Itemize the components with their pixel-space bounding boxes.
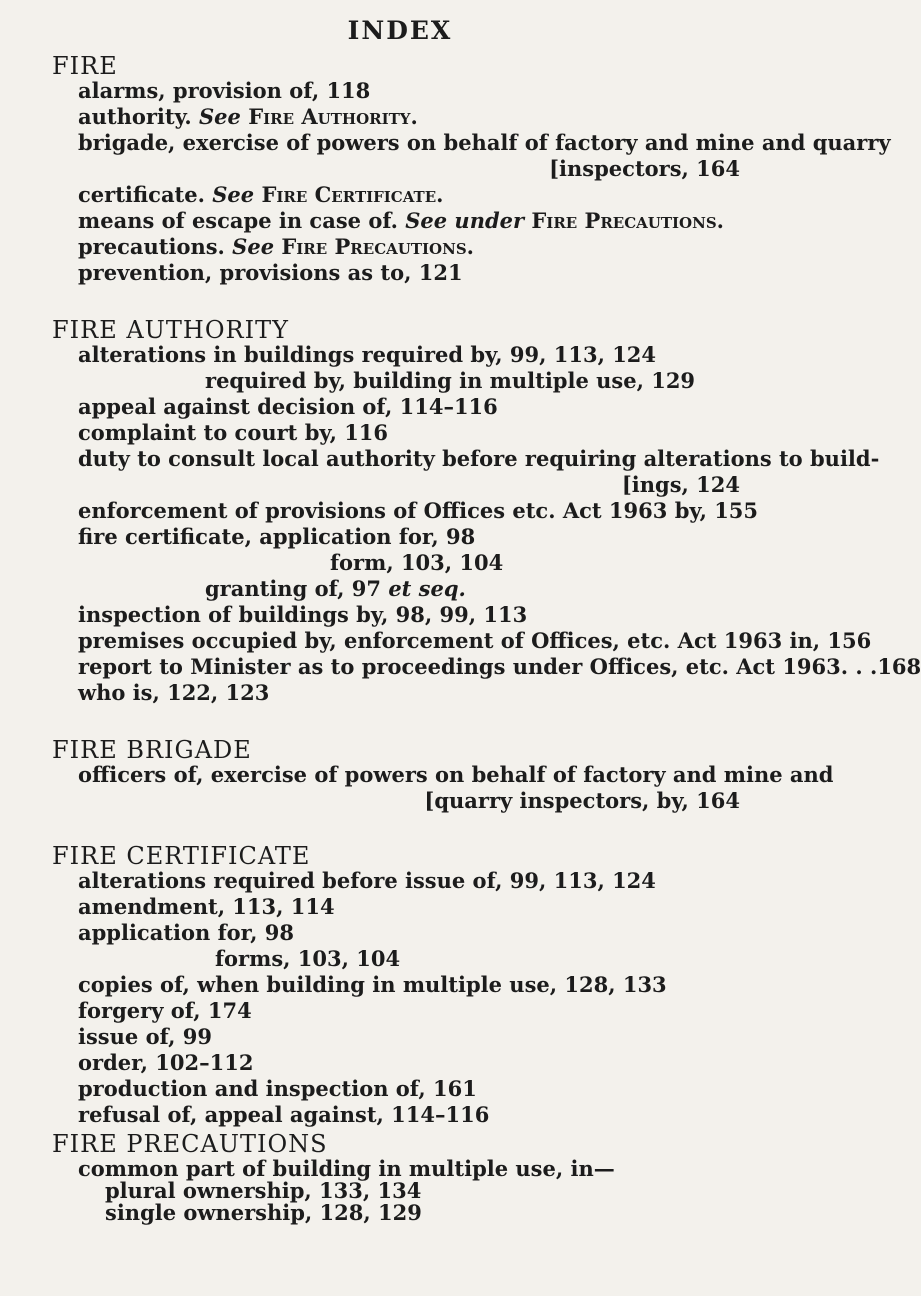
subentry: order, 102–112 <box>78 1050 254 1075</box>
running-head: INDEX <box>347 16 453 45</box>
subentry <box>78 234 474 260</box>
subentry: common part of building in multiple use, in— <box>78 1156 615 1181</box>
subentry: premises occupied by, enforcement of Offices, etc. Act 1963 in, 156 <box>78 628 872 653</box>
subentry: refusal of, appeal against, 114–116 <box>78 1102 490 1127</box>
continuation-line: [ings, 124 <box>621 472 740 497</box>
cross-reference: Fire Authority. <box>248 104 418 129</box>
subentry: duty to consult local authority before requiring alterations to build- <box>78 446 880 471</box>
subentry <box>205 576 466 602</box>
subentry: single ownership, 128, 129 <box>105 1200 422 1225</box>
subentry: enforcement of provisions of Offices etc. Act 1963 by, 155 <box>78 498 759 523</box>
subentry: prevention, provisions as to, 121 <box>78 260 463 285</box>
subentry-text: means of escape in case of. <box>78 208 398 233</box>
subentry: officers of, exercise of powers on behalf of factory and mine and <box>78 762 834 787</box>
see-reference: See under <box>405 208 525 233</box>
subentry <box>78 104 418 130</box>
entry-heading: FIRE <box>52 52 118 80</box>
subentry-text: authority. <box>78 104 192 129</box>
entry-heading: FIRE AUTHORITY <box>52 316 289 344</box>
subentry: plural ownership, 133, 134 <box>105 1178 422 1203</box>
subentry: alarms, provision of, 118 <box>78 78 371 103</box>
continuation-line: [inspectors, 164 <box>549 156 740 181</box>
subentry: form, 103, 104 <box>330 550 504 575</box>
subentry: production and inspection of, 161 <box>78 1076 477 1101</box>
subentry: complaint to court by, 116 <box>78 420 389 445</box>
subentry: copies of, when building in multiple use, 128, 133 <box>78 972 667 997</box>
subentry: inspection of buildings by, 98, 99, 113 <box>78 602 528 627</box>
subentry: required by, building in multiple use, 129 <box>205 368 696 393</box>
entry-heading: FIRE PRECAUTIONS <box>52 1130 328 1158</box>
subentry: forms, 103, 104 <box>215 946 401 971</box>
see-reference: See <box>232 234 275 259</box>
subentry: issue of, 99 <box>78 1024 212 1049</box>
subentry-text: certificate. <box>78 182 205 207</box>
entry-heading: FIRE CERTIFICATE <box>52 842 311 870</box>
subentry: appeal against decision of, 114–116 <box>78 394 498 419</box>
cross-reference: Fire Precautions. <box>531 208 724 233</box>
continuation-line: [quarry inspectors, by, 164 <box>424 788 740 813</box>
subentry: amendment, 113, 114 <box>78 894 335 919</box>
subentry: fire certificate, application for, 98 <box>78 524 476 549</box>
subentry <box>78 182 443 208</box>
subentry-text: granting of, 97 <box>205 576 381 601</box>
subentry: who is, 122, 123 <box>78 680 270 705</box>
entry-heading: FIRE BRIGADE <box>52 736 252 764</box>
et-seq-reference: et seq. <box>388 576 466 601</box>
subentry-text: precautions. <box>78 234 225 259</box>
subentry: alterations required before issue of, 99, 113, 124 <box>78 868 656 893</box>
subentry: alterations in buildings required by, 99, 113, 124 <box>78 342 657 367</box>
subentry: application for, 98 <box>78 920 295 945</box>
subentry: forgery of, 174 <box>78 998 252 1023</box>
subentry: brigade, exercise of powers on behalf of factory and mine and quarry <box>78 130 891 155</box>
subentry: report to Minister as to proceedings under Offices, etc. Act 1963. . .168 <box>78 654 921 679</box>
subentry <box>78 208 724 234</box>
cross-reference: Fire Certificate. <box>261 182 444 207</box>
cross-reference: Fire Precautions. <box>281 234 474 259</box>
see-reference: See <box>199 104 241 129</box>
see-reference: See <box>212 182 255 207</box>
